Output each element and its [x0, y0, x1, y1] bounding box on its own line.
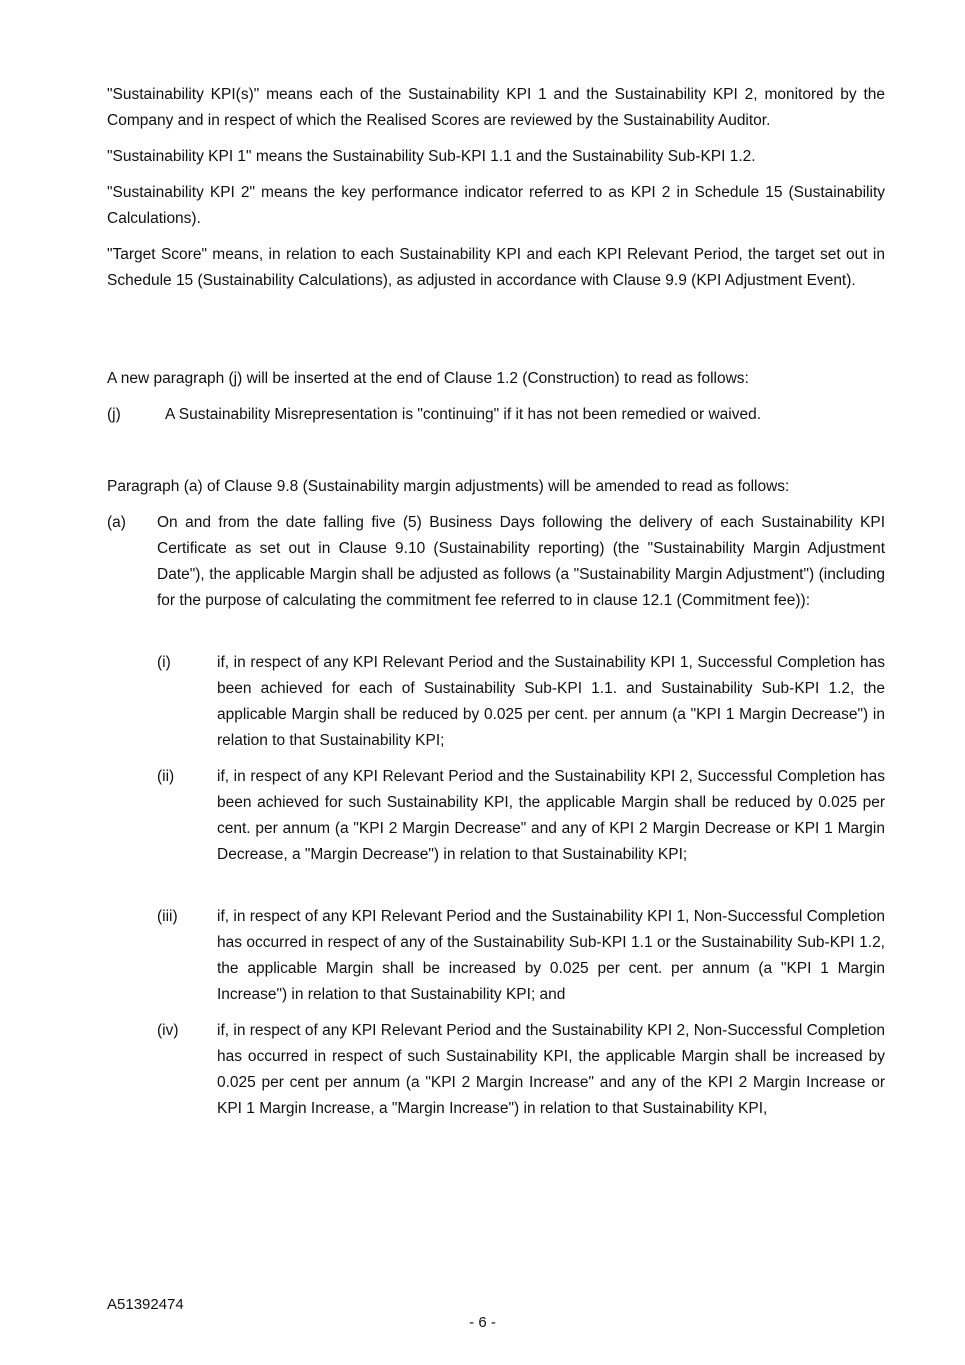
construction-text: A Sustainability Misrepresentation is "continuing" if it has not been remedied or waived. [165, 406, 762, 423]
margin-intro: Paragraph (a) of Clause 9.8 (Sustainability margin adjustments) will be amended to read as follows: [107, 478, 790, 495]
item-text: if, in respect of any KPI Relevant Period and the Sustainability KPI 1, Non-Successful Completion has occurred in respect of any of the Sustainability Sub-KPI 1.1 or the Sustainability Sub-KPI 1.2, the applicable Margin shall be increased by 0.025 per cent. per annum (a "KPI 1 Margin Increase") in relation to that Sustainability KPI; and [217, 908, 885, 1003]
page-number: - 6 - [469, 1314, 496, 1331]
item-label: (ii) [157, 768, 175, 785]
item-text: if, in respect of any KPI Relevant Period and the Sustainability KPI 2, Non-Successful Completion has occurred in respect of such Sustainability KPI, the applicable Margin shall be increased by 0.025 per cent per annum (a "KPI 2 Margin Increase" and any of the KPI 2 Margin Increase or KPI 1 Margin Increase, a "Margin Increase") in relation to that Sustainability KPI, [217, 1022, 885, 1117]
definition-sustainability-kpi-2: "Sustainability KPI 2" means the key performance indicator referred to as KPI 2 in Schedule 15 (Sustainability Calculations). [107, 184, 885, 227]
construction-label: (j) [107, 406, 121, 423]
item-text: if, in respect of any KPI Relevant Period and the Sustainability KPI 2, Successful Completion has been achieved for such Sustainability KPI, the applicable Margin shall be reduced by 0.025 per cent. per annum (a "KPI 2 Margin Decrease" and any of KPI 2 Margin Decrease or KPI 1 Margin Decrease, a "Margin Decrease") in relation to that Sustainability KPI; [217, 768, 885, 863]
margin-label: (a) [107, 514, 126, 531]
item-text: if, in respect of any KPI Relevant Period and the Sustainability KPI 1, Successful Completion has been achieved for each of Sustainability Sub-KPI 1.1. and Sustainability Sub-KPI 1.2, the applicable Margin shall be reduced by 0.025 per cent. per annum (a "KPI 1 Margin Decrease") in relation to that Sustainability KPI; [217, 654, 885, 749]
definition-target-score: "Target Score" means, in relation to each Sustainability KPI and each KPI Relevant Period, the target set out in Schedule 15 (Sustainability Calculations), as adjusted in accordance with Clause 9.9 (KPI Adjustment Event). [107, 246, 885, 289]
definition-sustainability-kpi-1: "Sustainability KPI 1" means the Sustainability Sub-KPI 1.1 and the Sustainability Sub-KPI 1.2. [107, 148, 756, 165]
margin-text: On and from the date falling five (5) Business Days following the delivery of each Sustainability KPI Certificate as set out in Clause 9.10 (Sustainability reporting) (the "Sustainability Margin Adjustment Date"), the applicable Margin shall be adjusted as follows (a "Sustainability Margin Adjustment") (including for the purpose of calculating the commitment fee referred to in clause 12.1 (Commitment fee)): [157, 514, 885, 609]
definition-sustainability-kpis: "Sustainability KPI(s)" means each of the Sustainability KPI 1 and the Sustainability KPI 2, monitored by the Company and in respect of which the Realised Scores are reviewed by the Sustainability Auditor. [107, 86, 885, 129]
item-label: (i) [157, 654, 171, 671]
item-label: (iv) [157, 1022, 179, 1039]
document-reference: A51392474 [107, 1296, 184, 1313]
item-label: (iii) [157, 908, 178, 925]
construction-intro: A new paragraph (j) will be inserted at the end of Clause 1.2 (Construction) to read as follows: [107, 370, 749, 387]
